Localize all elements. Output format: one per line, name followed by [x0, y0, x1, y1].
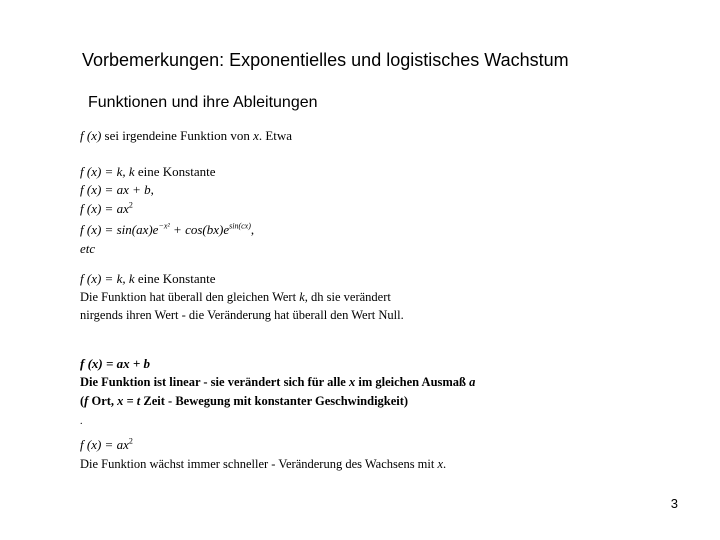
linear-l3a: (: [80, 394, 85, 408]
example-trig: [80, 222, 254, 238]
example-etc: etc: [80, 241, 96, 256]
example-quadratic: [80, 201, 133, 217]
quad-l2end: .: [443, 457, 447, 471]
linear-l2b: im gleichen Ausmaß: [355, 375, 470, 389]
const-line-3: nirgends ihren Wert - die Veränderung hat überall den Wert Null.: [80, 308, 404, 322]
intro-math: f (x): [80, 128, 102, 143]
example-trig-exp2: sin(cx): [229, 221, 251, 231]
example-trig-b: + cos(bx)e: [169, 222, 230, 237]
slide-title: Vorbemerkungen: Exponentielles und logistisches Wachstum: [82, 50, 569, 70]
quad-math: f (x) = ax: [80, 437, 129, 452]
linear-line-2: [80, 374, 475, 390]
const-line-2: [80, 289, 391, 305]
linear-l2var: x: [348, 375, 356, 389]
const-text: eine Konstante: [134, 271, 216, 286]
intro-end: . Etwa: [258, 128, 293, 143]
linear-l3var: f: [84, 394, 89, 408]
linear-line-3: [80, 393, 408, 409]
const-l2b: , dh sie verändert: [304, 290, 391, 304]
linear-l3var2: x = t: [117, 394, 141, 408]
example-trig-end: ,: [250, 222, 255, 237]
example-constant-math: f (x) = k, k: [80, 164, 135, 179]
linear-l2var2: a: [469, 375, 476, 389]
example-constant-text: eine Konstante: [134, 164, 216, 179]
const-math: f (x) = k, k: [80, 271, 135, 286]
const-l2var: k: [299, 290, 305, 304]
intro-var: x: [253, 128, 259, 143]
linear-heading: [80, 356, 150, 372]
linear-l3b: Ort,: [88, 394, 118, 408]
slide-subtitle: Funktionen und ihre Ableitungen: [88, 94, 318, 111]
quad-heading: [80, 437, 133, 453]
quad-l2a: Die Funktion wächst immer schneller - Veränderung des Wachsens mit: [80, 457, 438, 471]
quad-exp: 2: [128, 436, 133, 446]
example-quadratic-math: f (x) = ax: [80, 201, 129, 216]
intro-text: sei irgendeine Funktion von: [101, 128, 254, 143]
intro-line: [80, 128, 292, 144]
const-heading: [80, 271, 215, 287]
linear-math: f (x) = ax + b: [80, 356, 151, 371]
example-trig-a: f (x) = sin(ax)e: [80, 222, 159, 237]
example-linear-end: ,: [150, 182, 154, 197]
const-l2a: Die Funktion hat überall den gleichen Wert: [80, 290, 300, 304]
example-constant: [80, 164, 215, 180]
example-linear: [80, 182, 154, 198]
example-trig-exp1: −x²: [158, 221, 170, 231]
page-number: 3: [670, 496, 678, 511]
example-quadratic-exp: 2: [128, 200, 133, 210]
linear-l3c: Zeit - Bewegung mit konstanter Geschwindigkeit): [140, 394, 409, 408]
quad-line-2: [80, 456, 446, 472]
example-linear-math: f (x) = ax + b: [80, 182, 151, 197]
linear-l2a: Die Funktion ist linear - sie verändert sich für alle: [80, 375, 349, 389]
quad-l2var: x: [437, 457, 444, 471]
linear-dot: .: [80, 416, 83, 427]
